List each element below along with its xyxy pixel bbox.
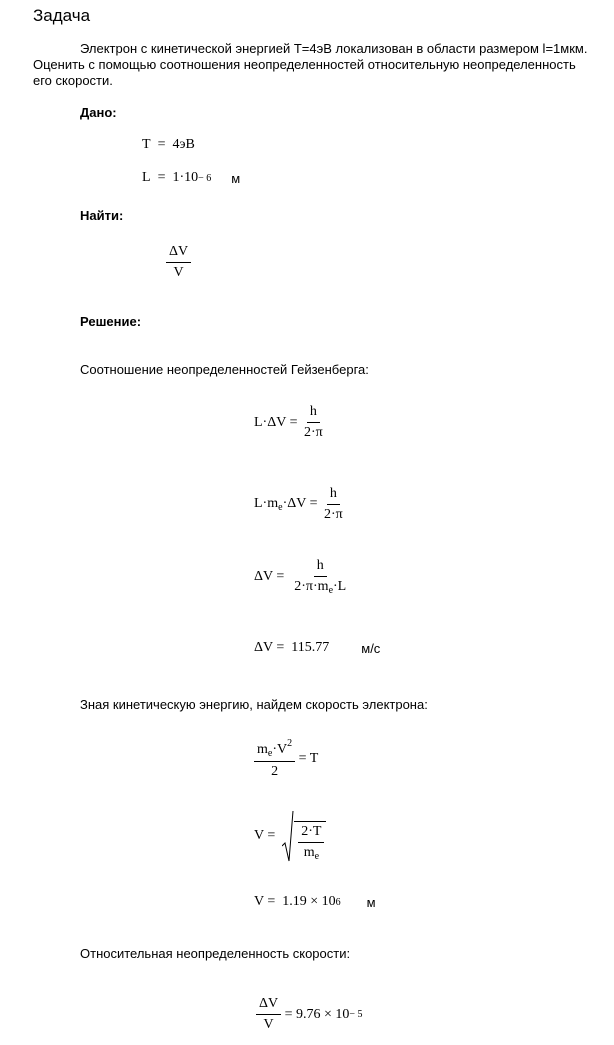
equation-lhs: L·ΔV = [254,414,298,430]
given-energy [142,137,195,153]
equation-numerator: h [314,558,327,577]
equals-sign: = [157,137,166,152]
find-numerator: ΔV [166,244,191,263]
energy-symbol: T [142,137,151,152]
result-exponent: 6 [335,896,341,908]
equation-numerator: h [327,486,340,505]
equation-denominator: 2·π [303,425,323,440]
equation-rhs: = T [298,751,319,766]
result-relative-uncertainty [256,996,363,1033]
result-value: = 9.76 × 10 [284,1006,350,1022]
equation-denominator: $2\cdot\pi\cdot m_e\cdot L$ [294,579,347,596]
length-mantissa: 1·10 [172,170,199,185]
equation-denominator: 2 [271,764,279,779]
energy-value: 4эВ [172,137,195,152]
result-value: 1.19 × 10 [282,894,336,909]
find-denominator: V [173,265,184,280]
equation-lhs: ΔV = [254,640,285,655]
given-heading: Дано: [80,105,117,120]
result-delta-v [254,640,380,656]
relative-text: Относительная неопределенность скорости: [80,946,351,961]
equation-denominator: 2·π [323,507,343,522]
equation-numerator: $m_e\cdot V^2$ [254,738,295,762]
result-velocity [254,894,376,910]
length-exponent: − 6 [198,172,212,184]
equation-heisenberg-mass [254,486,346,523]
equation-velocity [254,810,326,862]
find-heading: Найти: [80,208,124,223]
equation-numerator: h [307,404,320,423]
equation-denominator: $m_e$ [303,845,320,862]
heisenberg-text: Соотношение неопределенностей Гейзенберга: [80,362,369,377]
equation-denominator: V [263,1017,274,1032]
problem-statement: Электрон с кинетической энергией T=4эВ локализован в области размером l=1мкм. Оценить с помощью соотношения неопределенностей относительную неопределенность его скорости. [33,41,588,88]
length-symbol: L [142,170,151,185]
equation-numerator: 2·T [298,824,324,843]
result-exponent: − 5 [349,1009,363,1020]
equals-sign: = [157,170,166,185]
kinetic-text: Зная кинетическую энергию, найдем скорость электрона: [80,697,428,712]
equation-lhs: $L\cdot m_e\cdot\Delta V$ = [254,496,318,513]
equation-lhs: V = [254,828,276,843]
equation-numerator: ΔV [256,996,281,1015]
given-length [142,170,240,186]
equation-lhs: ΔV = [254,569,285,584]
length-unit: м [231,170,241,186]
page-title: Задача [33,6,91,25]
result-value: 115.77 [291,640,330,655]
equation-heisenberg [254,404,326,441]
equation-kinetic-energy [254,738,318,780]
find-fraction [166,244,191,281]
radical-sign-icon [282,810,294,862]
solution-heading: Решение: [80,314,142,329]
equation-lhs: V = [254,894,276,909]
result-unit: м/с [361,640,381,656]
result-unit: м [366,894,376,910]
square-root [282,810,326,862]
equation-delta-v [254,558,349,596]
